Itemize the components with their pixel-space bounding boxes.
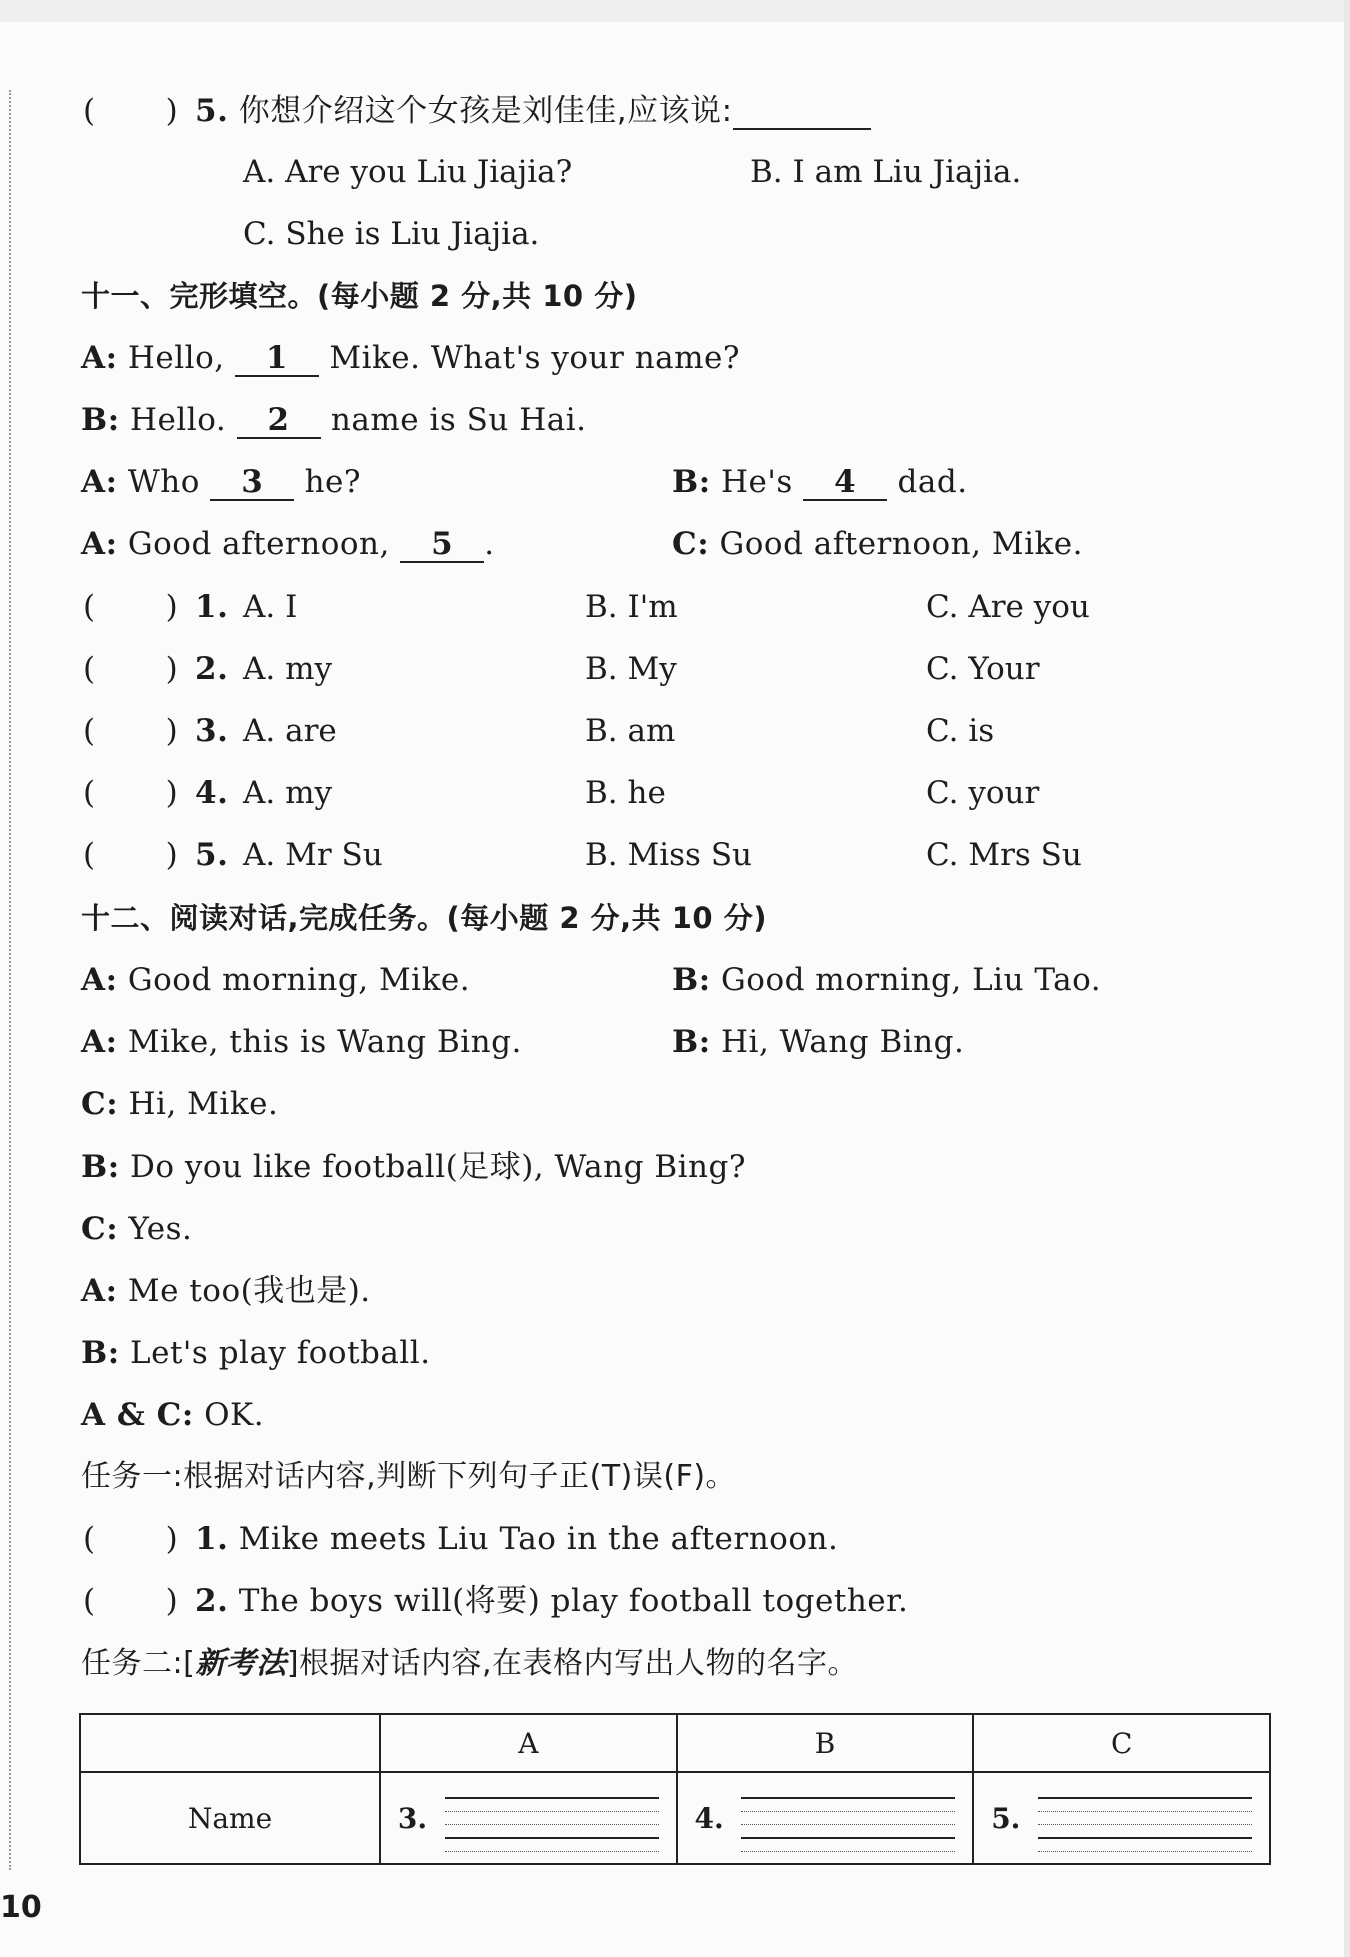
writing-lines[interactable] <box>445 1785 659 1852</box>
names-table <box>79 1713 1271 1865</box>
cloze-question-1: ( ) 1. <box>83 589 229 625</box>
dialogue-line: A: Good morning, Mike. <box>81 962 471 998</box>
task-2-title: 任务二:[新考法]根据对话内容,在表格内写出人物的名字。 <box>81 1646 859 1681</box>
answer-cell-5[interactable]: 5. <box>973 1772 1270 1864</box>
dialogue-line: A & C: OK. <box>81 1397 265 1433</box>
section-11-title: 十一、完形填空。(每小题 2 分,共 10 分) <box>81 279 638 313</box>
option-b: B. Miss Su <box>585 837 753 873</box>
dialogue-line: B: Let's play football. <box>81 1335 431 1371</box>
option-a: A. my <box>243 775 333 811</box>
option-b: B. My <box>585 651 677 687</box>
cloze-blank-5: 5 <box>400 527 484 563</box>
dialogue-line: A: Good afternoon, 5 . <box>81 526 495 562</box>
question-number: 5. <box>195 93 229 129</box>
row-label-name: Name <box>80 1772 380 1864</box>
option-a: A. are <box>243 713 337 749</box>
dialogue-line: A: Me too(我也是). <box>81 1273 371 1309</box>
dialogue-line: A: Hello, 1 Mike. What's your name? <box>81 340 740 376</box>
option-a: A. my <box>243 651 333 687</box>
question-text: 你想介绍这个女孩是刘佳佳,应该说: <box>238 93 733 129</box>
writing-lines[interactable] <box>741 1785 955 1852</box>
task-1-title: 任务一:根据对话内容,判断下列句子正(T)误(F)。 <box>81 1459 737 1494</box>
cloze-blank-1: 1 <box>235 341 319 377</box>
dialogue-line: B: Hello. 2 name is Su Hai. <box>81 402 587 438</box>
option-c: C. Your <box>926 651 1040 687</box>
option-c: C. your <box>926 775 1040 811</box>
dialogue-line: C: Yes. <box>81 1211 193 1247</box>
table-corner <box>80 1714 380 1772</box>
binding-dotted-line <box>9 90 11 1870</box>
page-number: 10 <box>0 1890 42 1925</box>
option-a: A. Mr Su <box>243 837 383 873</box>
option-a: A. Are you Liu Jiajia? <box>243 154 573 190</box>
option-c: C. She is Liu Jiajia. <box>243 216 540 252</box>
cloze-question-5: ( ) 5. <box>83 837 229 873</box>
dialogue-line: C: Good afternoon, Mike. <box>672 526 1083 562</box>
new-method-tag: 新考法 <box>195 1646 287 1681</box>
answer-cell-4[interactable]: 4. <box>677 1772 974 1864</box>
option-c: C. is <box>926 713 995 749</box>
dialogue-line: A: Who 3 he? <box>81 464 362 500</box>
dialogue-line: B: Hi, Wang Bing. <box>672 1024 965 1060</box>
column-header-b: B <box>677 1714 974 1772</box>
right-margin <box>1344 0 1350 1957</box>
question-5-top <box>83 91 871 131</box>
answer-cell-3[interactable]: 3. <box>380 1772 677 1864</box>
true-false-item-2: ( ) 2. The boys will(将要) play football together. <box>83 1583 909 1619</box>
writing-lines[interactable] <box>1038 1785 1252 1852</box>
dialogue-line: B: Good morning, Liu Tao. <box>672 962 1102 998</box>
top-margin <box>0 0 1350 22</box>
answer-paren-close: ) <box>165 93 179 129</box>
dialogue-line: B: Do you like football(足球), Wang Bing? <box>81 1149 746 1185</box>
option-b: B. I'm <box>585 589 678 625</box>
option-b: B. I am Liu Jiajia. <box>750 154 1022 190</box>
option-a: A. I <box>243 589 298 625</box>
cloze-question-3: ( ) 3. <box>83 713 229 749</box>
dialogue-line: A: Mike, this is Wang Bing. <box>81 1024 522 1060</box>
section-12-title: 十二、阅读对话,完成任务。(每小题 2 分,共 10 分) <box>81 901 767 935</box>
column-header-a: A <box>380 1714 677 1772</box>
column-header-c: C <box>973 1714 1270 1772</box>
answer-blank[interactable] <box>733 94 871 130</box>
cloze-question-2: ( ) 2. <box>83 651 229 687</box>
option-b: B. he <box>585 775 666 811</box>
dialogue-line: C: Hi, Mike. <box>81 1086 279 1122</box>
cloze-blank-3: 3 <box>210 465 294 501</box>
answer-paren-open: ( <box>83 93 96 129</box>
option-b: B. am <box>585 713 676 749</box>
true-false-item-1: ( ) 1. Mike meets Liu Tao in the afternoon. <box>83 1521 839 1557</box>
cloze-question-4: ( ) 4. <box>83 775 229 811</box>
cloze-blank-2: 2 <box>237 403 321 439</box>
cloze-blank-4: 4 <box>803 465 887 501</box>
option-c: C. Mrs Su <box>926 837 1082 873</box>
dialogue-line: B: He's 4 dad. <box>672 464 968 500</box>
option-c: C. Are you <box>926 589 1090 625</box>
